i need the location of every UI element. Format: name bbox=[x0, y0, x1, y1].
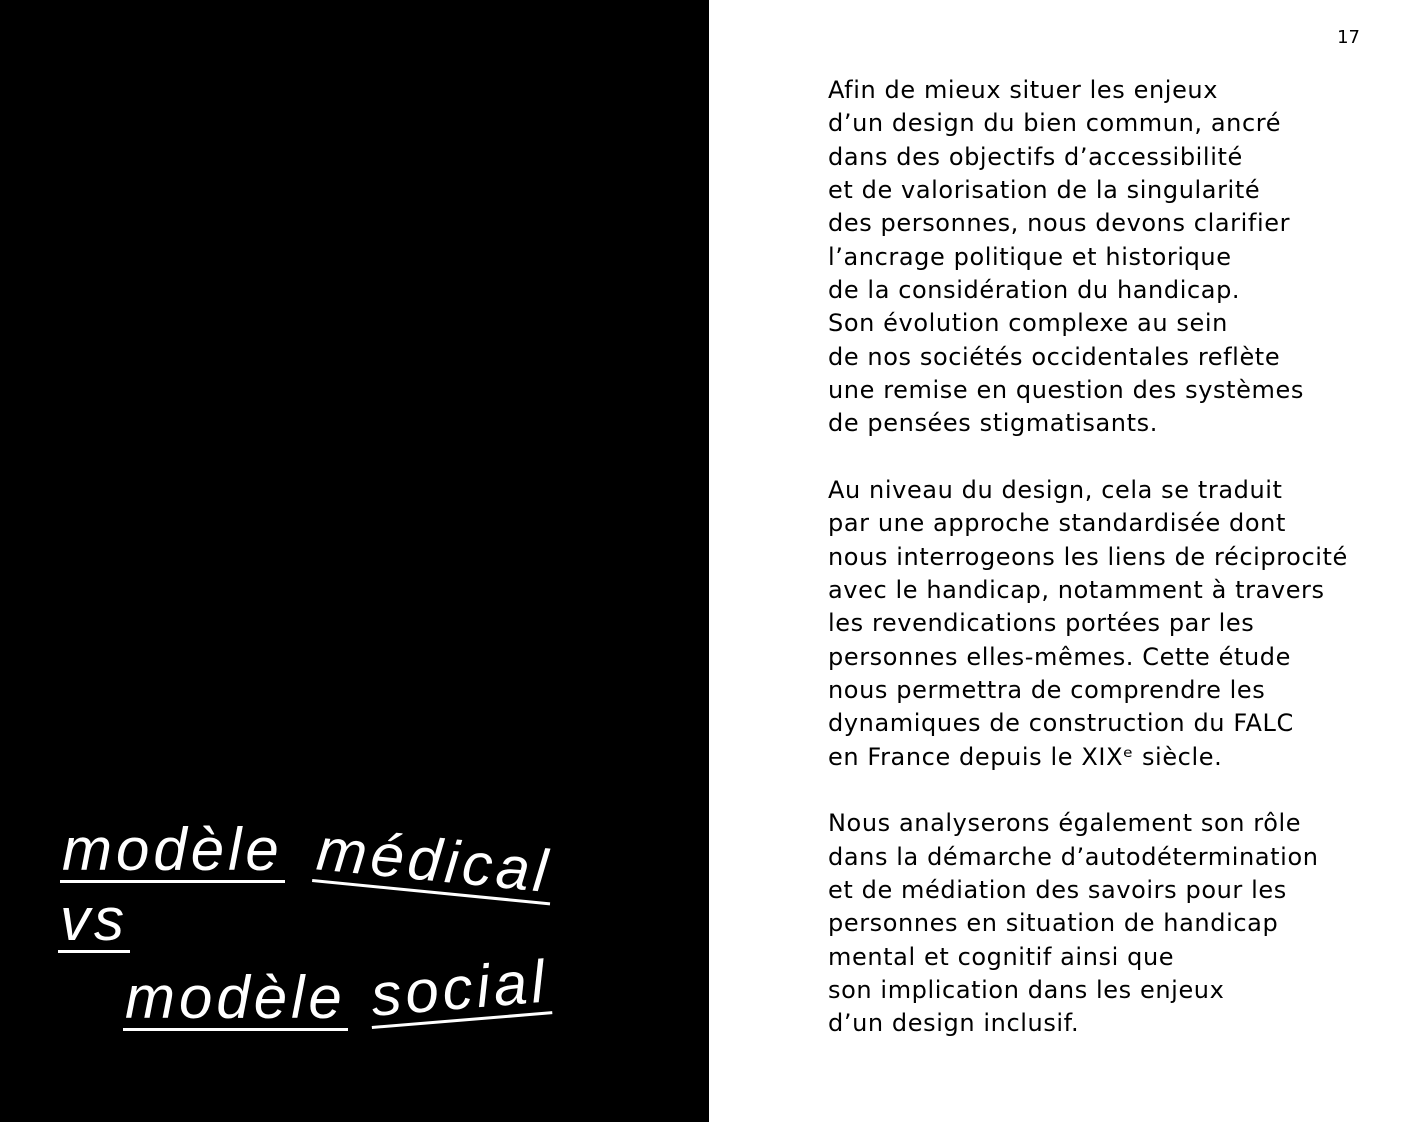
text-line: par une approche standardisée dont bbox=[828, 509, 1286, 538]
text-line: de la considération du handicap. bbox=[828, 275, 1241, 304]
text-line: de nos sociétés occidentales reflète bbox=[828, 342, 1281, 371]
text-line: les revendications portées par les bbox=[828, 609, 1255, 638]
text-line: dans la démarche d’autodétermination bbox=[828, 842, 1319, 871]
title-word-medical: médical bbox=[313, 815, 555, 906]
text-line: de pensées stigmatisants. bbox=[828, 409, 1158, 438]
title-word-vs: vs bbox=[60, 886, 128, 953]
title-word-modele-2: modèle bbox=[125, 964, 346, 1031]
title-word-social: social bbox=[368, 947, 551, 1029]
text-line: en France depuis le XIXᵉ siècle. bbox=[828, 742, 1223, 771]
text-line: Afin de mieux situer les enjeux bbox=[828, 76, 1219, 104]
right-page bbox=[709, 0, 1417, 1122]
paragraph-2 bbox=[828, 474, 1348, 774]
body-text bbox=[828, 74, 1348, 1041]
text-line: Nous analyserons également son rôle bbox=[828, 809, 1302, 838]
text-line: l’ancrage politique et historique bbox=[828, 242, 1232, 271]
text-line: nous interrogeons les liens de réciprocité bbox=[828, 542, 1348, 571]
text-line: personnes elles-mêmes. Cette étude bbox=[828, 642, 1291, 671]
text-line: et de médiation des savoirs pour les bbox=[828, 875, 1287, 904]
text-line: dans des objectifs d’accessibilité bbox=[828, 142, 1243, 171]
text-line: avec le handicap, notamment à travers bbox=[828, 575, 1325, 604]
text-line: d’un design du bien commun, ancré bbox=[828, 109, 1282, 138]
text-line: des personnes, nous devons clarifier bbox=[828, 209, 1291, 238]
text-line: Au niveau du design, cela se traduit bbox=[828, 475, 1283, 504]
text-line: dynamiques de construction du FALC bbox=[828, 709, 1294, 738]
page-number: 17 bbox=[1337, 27, 1360, 48]
text-line: et de valorisation de la singularité bbox=[828, 175, 1261, 204]
paragraph-1 bbox=[828, 74, 1348, 441]
text-line: personnes en situation de handicap bbox=[828, 909, 1279, 938]
text-line: son implication dans les enjeux bbox=[828, 975, 1225, 1004]
text-line: Son évolution complexe au sein bbox=[828, 309, 1228, 338]
text-line: une remise en question des systèmes bbox=[828, 375, 1304, 404]
title-word-modele-1: modèle bbox=[62, 816, 283, 883]
text-line: d’un design inclusif. bbox=[828, 1009, 1080, 1038]
text-line: mental et cognitif ainsi que bbox=[828, 942, 1175, 971]
paragraph-3 bbox=[828, 807, 1348, 1040]
text-line: nous permettra de comprendre les bbox=[828, 675, 1266, 704]
